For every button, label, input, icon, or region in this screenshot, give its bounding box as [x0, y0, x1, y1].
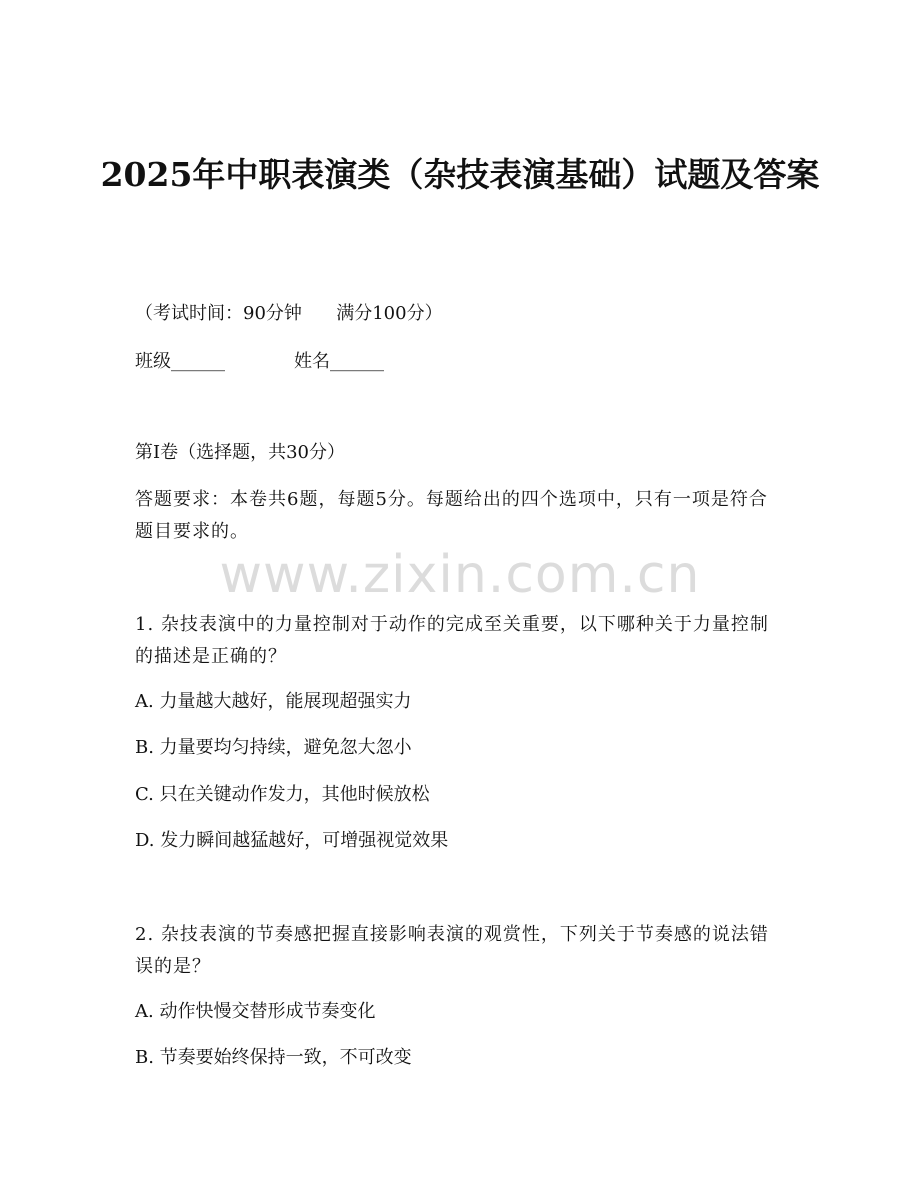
question-1-option-c: C. 只在关键动作发力，其他时候放松: [135, 784, 430, 805]
instructions: 答题要求：本卷共6题，每题5分。每题给出的四个选项中，只有一项是符合题目要求的。: [135, 489, 768, 542]
section-title: 第I卷（选择题，共30分）: [135, 442, 346, 463]
name-field: 姓名______: [294, 351, 384, 372]
exam-info: （考试时间：90分钟 满分100分）: [135, 303, 443, 324]
question-1-option-a: A. 力量越大越好，能展现超强实力: [135, 691, 412, 712]
question-1-option-d: D. 发力瞬间越猛越好，可增强视觉效果: [135, 830, 449, 851]
class-field: 班级______: [135, 351, 225, 372]
question-1-stem: 1. 杂技表演中的力量控制对于动作的完成至关重要，以下哪种关于力量控制的描述是正确的？: [135, 614, 769, 667]
question-2-stem: 2. 杂技表演的节奏感把握直接影响表演的观赏性，下列关于节奏感的说法错误的是？: [135, 924, 769, 977]
question-2-option-a: A. 动作快慢交替形成节奏变化: [135, 1001, 376, 1022]
watermark: www.zixin.com.cn: [219, 545, 701, 605]
document-title: 2025年中职表演类（杂技表演基础）试题及答案: [100, 155, 820, 194]
question-1-option-b: B. 力量要均匀持续，避免忽大忽小: [135, 737, 412, 758]
question-2-option-b: B. 节奏要始终保持一致，不可改变: [135, 1047, 412, 1068]
